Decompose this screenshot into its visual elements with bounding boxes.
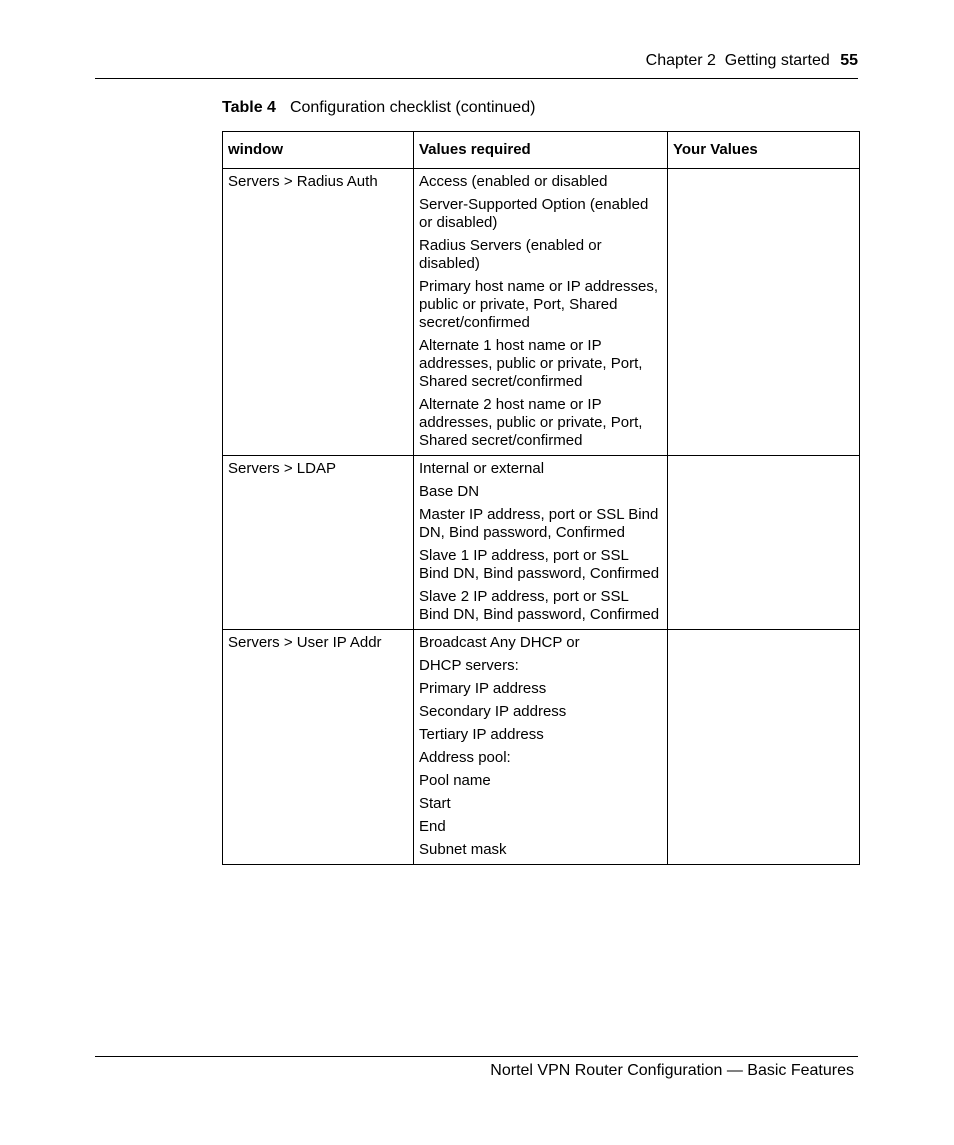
- values-required-cell: [414, 456, 668, 630]
- value-item: Subnet mask: [419, 841, 507, 858]
- table-body: [223, 169, 860, 865]
- value-item: Master IP address, port or SSL Bind DN, Bind password, Confirmed: [419, 506, 659, 541]
- column-header-values-required: Values required: [414, 132, 668, 169]
- configuration-checklist-table: [222, 131, 860, 865]
- value-item: Primary host name or IP addresses, public or private, Port, Shared secret/confirmed: [419, 278, 658, 331]
- table-title: Configuration checklist (continued): [289, 99, 536, 116]
- table-row: [223, 169, 860, 456]
- values-required-cell: [414, 169, 668, 456]
- section-label: Getting started: [724, 52, 830, 69]
- value-item: Start: [419, 795, 451, 812]
- value-item: Radius Servers (enabled or disabled): [419, 237, 602, 272]
- column-header-window: window: [223, 132, 414, 169]
- document-title: Nortel VPN Router Configuration — Basic Features: [490, 1062, 854, 1079]
- your-values-cell: [668, 630, 860, 865]
- value-item: Alternate 1 host name or IP addresses, public or private, Port, Shared secret/confirmed: [419, 337, 643, 390]
- page-header: [95, 48, 858, 79]
- value-item: Secondary IP address: [419, 703, 567, 720]
- page-footer: [95, 1056, 858, 1079]
- table-header-row: [223, 132, 860, 169]
- column-header-your-values: Your Values: [668, 132, 860, 169]
- value-item: Primary IP address: [419, 680, 547, 697]
- your-values-cell: [668, 456, 860, 630]
- value-item: Alternate 2 host name or IP addresses, public or private, Port, Shared secret/confirmed: [419, 396, 643, 449]
- value-item: Tertiary IP address: [419, 726, 544, 743]
- value-item: Slave 1 IP address, port or SSL Bind DN, Bind password, Confirmed: [419, 547, 660, 582]
- window-cell: Servers > User IP Addr: [223, 630, 414, 865]
- value-item: Internal or external: [419, 460, 545, 477]
- table-caption: [222, 99, 535, 117]
- value-item: Broadcast Any DHCP or: [419, 634, 580, 651]
- values-required-cell: [414, 630, 668, 865]
- value-item: DHCP servers:: [419, 657, 519, 674]
- value-item: Pool name: [419, 772, 491, 789]
- value-item: Slave 2 IP address, port or SSL Bind DN, Bind password, Confirmed: [419, 588, 660, 623]
- value-item: Base DN: [419, 483, 480, 500]
- value-item: End: [419, 818, 446, 835]
- window-cell: Servers > LDAP: [223, 456, 414, 630]
- table-number: Table 4: [222, 99, 276, 116]
- value-item: Address pool:: [419, 749, 511, 766]
- table-row: [223, 630, 860, 865]
- running-head: [646, 52, 858, 70]
- page-number: 55: [840, 52, 858, 69]
- value-item: Server-Supported Option (enabled or disabled): [419, 196, 649, 231]
- your-values-cell: [668, 169, 860, 456]
- chapter-label: Chapter 2: [645, 52, 716, 69]
- table-row: [223, 456, 860, 630]
- window-cell: Servers > Radius Auth: [223, 169, 414, 456]
- value-item: Access (enabled or disabled: [419, 173, 608, 190]
